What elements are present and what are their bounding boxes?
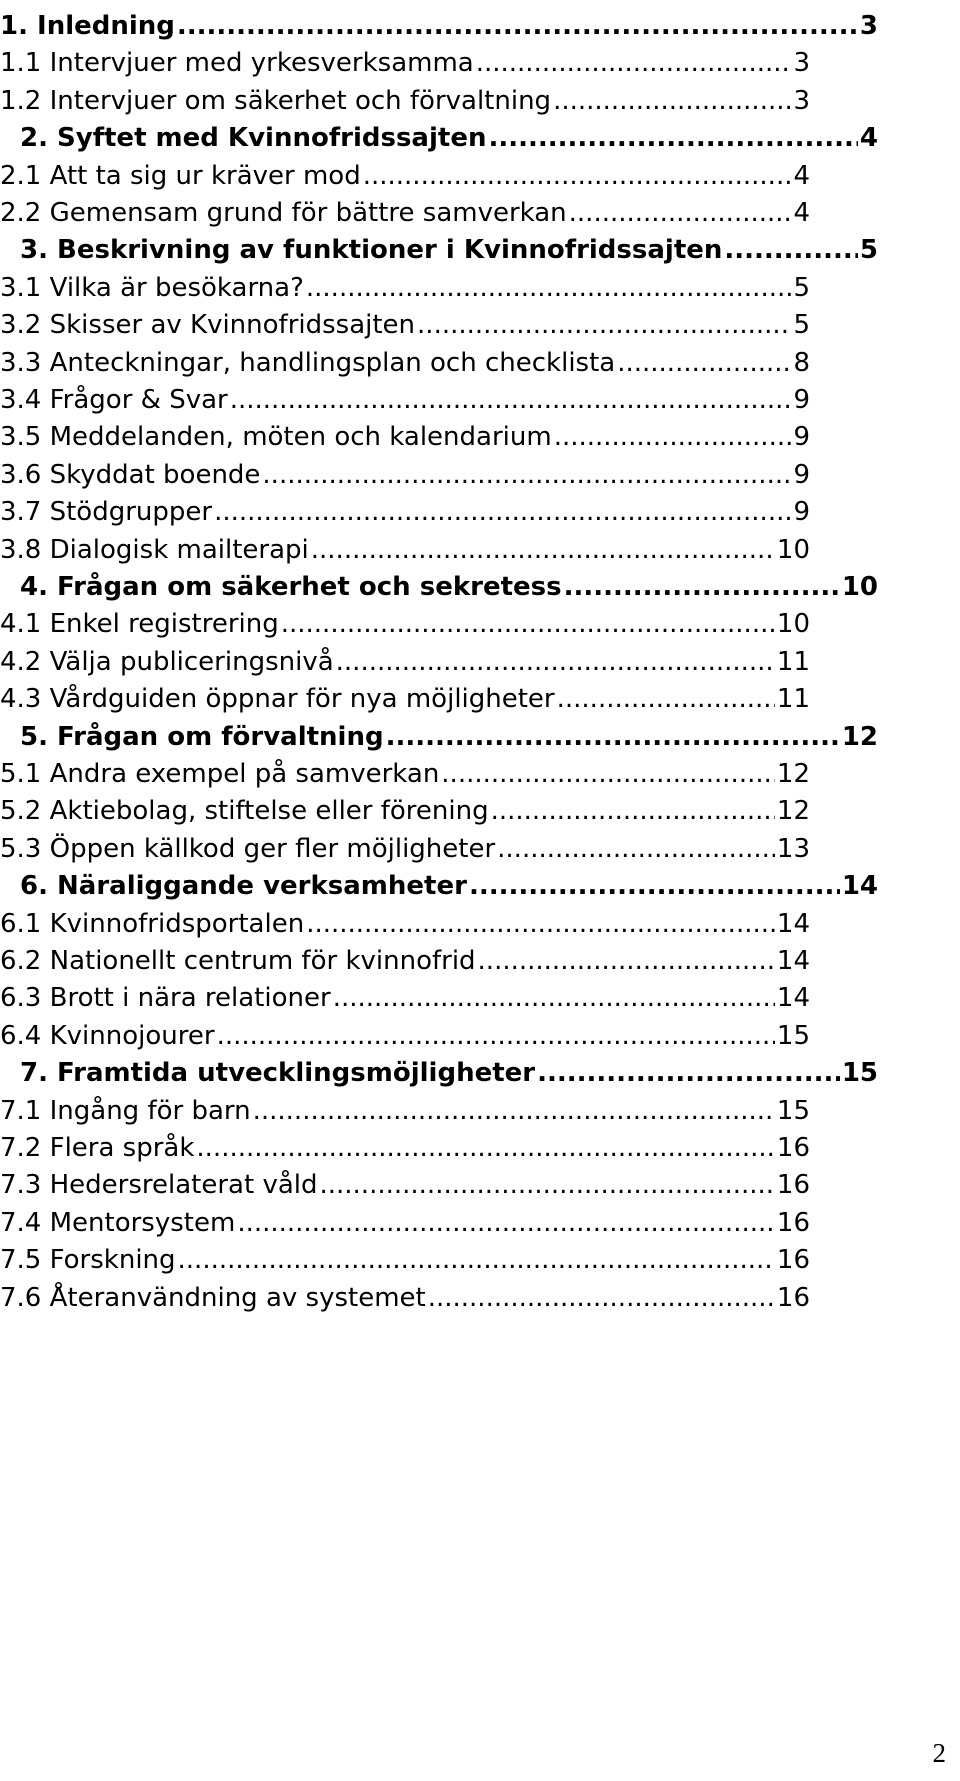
toc-entry-page: 11 [776, 684, 810, 715]
toc-subentry[interactable] [0, 187, 810, 229]
toc-entry-label: 3.4 Frågor & Svar [0, 385, 228, 415]
toc-entry-page: 11 [776, 646, 810, 677]
toc-entry-page: 9 [793, 422, 810, 453]
toc-subentry[interactable] [0, 1010, 810, 1052]
toc-entry-label: 6.2 Nationellt centrum för kvinnofrid [0, 946, 476, 976]
toc-entry-page: 9 [793, 497, 810, 528]
toc-entry-page: 8 [793, 347, 810, 378]
toc-subentry[interactable] [0, 374, 810, 416]
toc-entry-label: 1.1 Intervjuer med yrkesverksamma [0, 48, 474, 79]
toc-subentry[interactable] [0, 673, 810, 715]
toc-subentry[interactable] [0, 1122, 810, 1164]
toc-entry-page: 14 [776, 946, 810, 976]
toc-entry-label: 6.1 Kvinnofridsportalen [0, 908, 305, 939]
toc-subentry[interactable] [0, 785, 810, 827]
toc-entry-label: 5.2 Aktiebolag, stiftelse eller förening [0, 796, 489, 827]
toc-subentry[interactable] [0, 598, 810, 640]
toc-subentry[interactable] [0, 150, 810, 192]
toc-entry-label: 6.3 Brott i nära relationer [0, 983, 331, 1014]
toc-subentry[interactable] [0, 1159, 810, 1201]
toc-entry-page: 12 [776, 759, 810, 789]
toc-dot-leader [428, 1282, 775, 1314]
toc-entry-page: 16 [776, 1133, 810, 1163]
toc-subentry[interactable] [0, 1234, 810, 1276]
toc-entry-label: 3.6 Skyddat boende [0, 459, 261, 490]
toc-heading-entry[interactable] [0, 0, 878, 42]
toc-entry-page: 3 [859, 11, 878, 41]
toc-entry-page: 5 [793, 272, 810, 303]
toc-entry-page: 16 [776, 1245, 810, 1276]
toc-heading-entry[interactable] [20, 711, 878, 753]
toc-entry-label: 4.1 Enkel registrering [0, 609, 279, 640]
toc-entry-page: 15 [841, 1058, 878, 1089]
toc-entry-label: 7.6 Återanvändning av systemet [0, 1282, 426, 1313]
toc-entry-label: 3.5 Meddelanden, möten och kalendarium [0, 422, 552, 453]
toc-entry-label: 7.2 Flera språk [0, 1133, 195, 1163]
toc-entry-page: 16 [776, 1207, 810, 1238]
toc-entry-page: 3 [793, 48, 810, 79]
toc-entry-page: 14 [776, 983, 810, 1014]
toc-entry-page: 14 [776, 908, 810, 939]
toc-heading-entry[interactable] [20, 224, 878, 266]
toc-subentry[interactable] [0, 262, 810, 304]
toc-subentry[interactable] [0, 337, 810, 379]
toc-entry-label: 4. Frågan om säkerhet och sekretess [20, 572, 562, 602]
toc-entry-page: 3 [793, 85, 810, 116]
toc-entry-page: 12 [776, 796, 810, 827]
toc-entry-page: 10 [776, 534, 810, 565]
toc-entry-page: 5 [793, 310, 810, 341]
toc-entry-label: 3.3 Anteckningar, handlingsplan och checklista [0, 347, 616, 378]
toc-entry-label: 7.1 Ingång för barn [0, 1095, 251, 1126]
toc-entry-page: 16 [776, 1282, 810, 1313]
toc-entry-page: 9 [793, 385, 810, 415]
toc-entry-label: 5.3 Öppen källkod ger fler möjligheter [0, 833, 496, 864]
toc-entry-page: 4 [793, 160, 810, 191]
toc-entry-page: 4 [859, 123, 878, 154]
toc-entry-label: 1.2 Intervjuer om säkerhet och förvaltning [0, 85, 552, 116]
toc-subentry[interactable] [0, 823, 810, 865]
toc-entry-label: 7.5 Forskning [0, 1245, 176, 1276]
toc-entry-label: 1. Inledning [0, 11, 175, 41]
toc-entry-page: 15 [776, 1020, 810, 1051]
toc-subentry[interactable] [0, 898, 810, 940]
page-number: 2 [932, 1738, 946, 1768]
toc-entry-label: 5.1 Andra exempel på samverkan [0, 759, 440, 789]
toc-entry-page: 9 [793, 459, 810, 490]
toc-entry-page: 5 [859, 235, 878, 266]
toc-heading-entry[interactable] [20, 1047, 878, 1089]
toc-subentry[interactable] [0, 37, 810, 79]
toc-subentry[interactable] [0, 411, 810, 453]
toc-entry-page: 10 [841, 572, 878, 602]
toc-subentry[interactable] [0, 299, 810, 341]
toc-subentry[interactable] [0, 1085, 810, 1127]
toc-subentry[interactable] [0, 935, 810, 977]
toc-entry-page: 4 [793, 198, 810, 228]
toc-subentry[interactable] [0, 636, 810, 678]
toc-heading-entry[interactable] [20, 112, 878, 154]
toc-entry-label: 6. Näraliggande verksamheter [20, 871, 467, 902]
toc-entry-page: 14 [841, 871, 878, 902]
toc-entry-label: 2.2 Gemensam grund för bättre samverkan [0, 198, 567, 228]
toc-entry-label: 3.7 Stödgrupper [0, 497, 213, 528]
toc-subentry[interactable] [0, 1197, 810, 1239]
toc-entry-page: 13 [776, 833, 810, 864]
toc-entry-label: 3. Beskrivning av funktioner i Kvinnofridssajten [20, 235, 723, 266]
toc-entry-page: 10 [776, 609, 810, 640]
toc-entry-label: 2. Syftet med Kvinnofridssajten [20, 123, 487, 154]
toc-heading-entry[interactable] [20, 561, 878, 603]
toc-entry-page: 16 [776, 1170, 810, 1201]
toc-subentry[interactable] [0, 75, 810, 117]
toc-entry-label: 3.8 Dialogisk mailterapi [0, 534, 309, 565]
toc-entry-label: 7. Framtida utvecklingsmöjligheter [20, 1058, 536, 1089]
toc-entry-page: 12 [841, 721, 878, 752]
toc-entry-label: 4.3 Vårdguiden öppnar för nya möjligheter [0, 684, 555, 715]
toc-entry-page: 15 [776, 1095, 810, 1126]
toc-entry-label: 2.1 Att ta sig ur kräver mod [0, 160, 361, 191]
toc-subentry[interactable] [0, 1272, 810, 1314]
toc-entry-label: 3.2 Skisser av Kvinnofridssajten [0, 310, 416, 341]
toc-subentry[interactable] [0, 748, 810, 790]
toc-entry-label: 5. Frågan om förvaltning [20, 721, 384, 752]
toc-entry-label: 6.4 Kvinnojourer [0, 1020, 215, 1051]
toc-entry-label: 4.2 Välja publiceringsnivå [0, 646, 334, 677]
toc-entry-label: 7.4 Mentorsystem [0, 1207, 236, 1238]
toc-subentry[interactable] [0, 972, 810, 1014]
toc-heading-entry[interactable] [20, 860, 878, 902]
toc-subentry[interactable] [0, 486, 810, 528]
toc-entry-label: 7.3 Hedersrelaterat våld [0, 1170, 318, 1201]
toc-subentry[interactable] [0, 449, 810, 491]
toc-entry-label: 3.1 Vilka är besökarna? [0, 272, 304, 303]
toc-subentry[interactable] [0, 524, 810, 566]
